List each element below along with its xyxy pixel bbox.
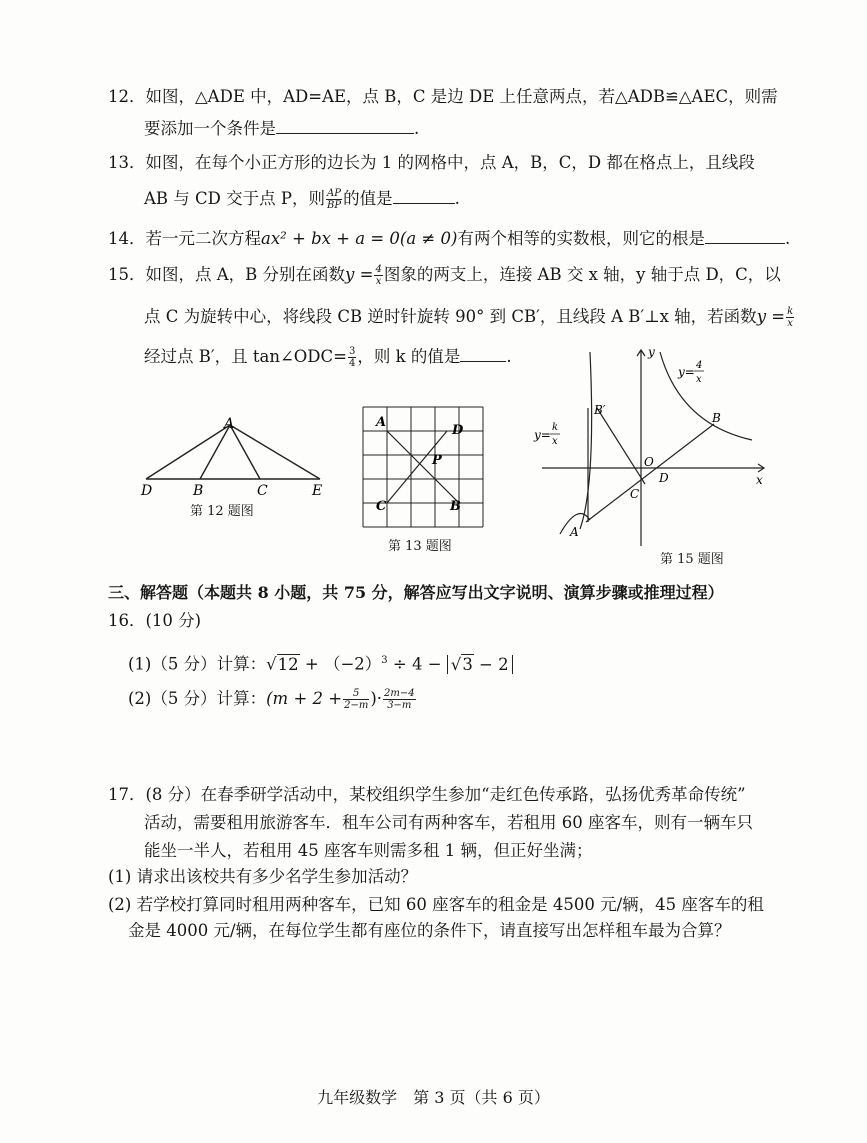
fig15-func2-pre: y= <box>534 428 551 442</box>
q15-line2: 点 C 为旋转中心，将线段 CB 逆时针旋转 90° 到 CB′，且线段 A B′⊥x 轴，若函数y = $\frac{k}{x}$ <box>144 306 794 329</box>
q13-line1: 13．如图，在每个小正方形的边长为 1 的网格中，点 A，B，C，D 都在格点上，且线段 <box>108 153 755 172</box>
fig12-caption: 第 12 题图 <box>190 504 254 519</box>
fig15-label-c: C <box>630 487 640 501</box>
fig15-label-d: D <box>659 471 669 485</box>
q17-line6: 金是 4000 元/辆，在每位学生都有座位的条件下，请直接写出怎样租车最为合算？ <box>128 921 731 940</box>
fig15-label-x-axis: x <box>756 473 763 487</box>
fig13-label-d: D <box>452 423 464 438</box>
fig15-coordinate-diagram <box>530 344 770 550</box>
fig12-triangle-diagram <box>138 415 338 505</box>
q16-fraction-1: $\frac{5}{2-m}$ <box>344 688 369 711</box>
q17-line2: 活动，需要租用旅游客车．租车公司有两种客车，若租用 60 座客车，则有一辆车只 <box>144 813 753 832</box>
fig13-label-a: A <box>376 415 387 430</box>
q12-answer-blank[interactable] <box>276 118 414 134</box>
q13-fraction: $\frac{AP}{BP}$ <box>326 188 342 211</box>
fig15-label-b-prime: B′ <box>594 403 606 417</box>
fig12-label-a: A <box>224 416 235 432</box>
q16-absolute-value: √3 − 2 <box>447 655 513 674</box>
q13-line2: AB 与 CD 交于点 P，则 $\frac{AP}{BP}$ 的值是 . <box>144 188 460 211</box>
q15-tan-fraction: $\frac{3}{4}$ <box>349 346 356 369</box>
q14-answer-blank[interactable] <box>705 228 785 244</box>
q14-equation: ax² + bx + a = 0(a ≠ 0) <box>261 229 458 248</box>
q15-func1-fraction: $\frac{4}{x}$ <box>375 264 382 287</box>
q12-line2: 要添加一个条件是 . <box>144 119 420 138</box>
fig15-label-b: B <box>712 411 721 425</box>
q15-line1: 15．如图，点 A，B 分别在函数y = $\frac{4}{x}$ 图象的两支上，连接 AB 交 x 轴，y 轴于点 D，C，以 <box>108 264 781 287</box>
fig15-func1-num: 4 <box>696 360 703 371</box>
q16-fraction-2: $\frac{2m-4}{3-m}$ <box>384 688 415 711</box>
q17-line3: 能坐一半人，若租用 45 座客车则需多租 1 辆，但正好坐满； <box>144 841 593 860</box>
section3-title: 三、解答题（本题共 8 小题，共 75 分，解答应写出文字说明、演算步骤或推理过程） <box>108 583 724 602</box>
fig12-label-e: E <box>312 483 323 499</box>
fig15-func2-num: k <box>552 422 559 433</box>
q17-line4: (1) 请求出该校共有多少名学生参加活动？ <box>108 867 418 886</box>
q15-func2-fraction: $\frac{k}{x}$ <box>787 306 794 329</box>
q15-line3: 经过点 B′，且 tan∠ODC= $\frac{3}{4}$ ，则 k 的值是 . <box>144 346 512 369</box>
fig15-func2-den: x <box>552 436 558 447</box>
fig13-label-b: B <box>450 499 461 514</box>
fig12-label-b: B <box>193 483 204 499</box>
fig12-label-c: C <box>257 483 268 499</box>
fig15-func1-den: x <box>696 374 702 385</box>
fig15-func1-pre: y= <box>678 365 695 379</box>
fig13-grid-diagram <box>358 404 492 532</box>
fig15-label-o: O <box>644 455 654 469</box>
fig12-label-d: D <box>141 483 153 499</box>
page-footer: 九年级数学 第 3 页（共 6 页） <box>317 1088 550 1107</box>
q13-answer-blank[interactable] <box>393 188 455 204</box>
q16-part1: (1)（5 分）计算：$√12 + (-2)^3 \div 4 - √3 - 2$ <box>128 650 513 676</box>
q17-line5: (2) 若学校打算同时租用两种客车，已知 60 座客车的租金是 4500 元/辆，45 座客车的租 <box>108 895 764 914</box>
q16-head: 16．(10 分) <box>108 611 202 630</box>
fig13-label-c: C <box>376 499 387 514</box>
q16-part2: (2)（5 分）计算：(m + 2 + $\frac{5}{2-m}$ )· $\frac{2m-4}{3-m}$ <box>128 688 415 711</box>
q12-line1: 12．如图，△ADE 中，AD=AE，点 B，C 是边 DE 上任意两点，若△ADB≌△AEC，则需 <box>108 87 778 106</box>
fig15-label-a: A <box>570 525 579 539</box>
fig13-label-p: P <box>432 453 442 468</box>
q15-answer-blank[interactable] <box>460 346 506 362</box>
fig13-caption: 第 13 题图 <box>388 539 452 554</box>
q17-line1: 17．(8 分）在春季研学活动中，某校组织学生参加“走红色传承路，弘扬优秀革命传统” <box>108 785 746 804</box>
fig15-label-y-axis: y <box>648 345 655 359</box>
fig15-caption: 第 15 题图 <box>660 552 724 567</box>
q14-line: 14．若一元二次方程ax² + bx + a = 0(a ≠ 0)有两个相等的实数根，则它的根是 . <box>108 229 791 248</box>
